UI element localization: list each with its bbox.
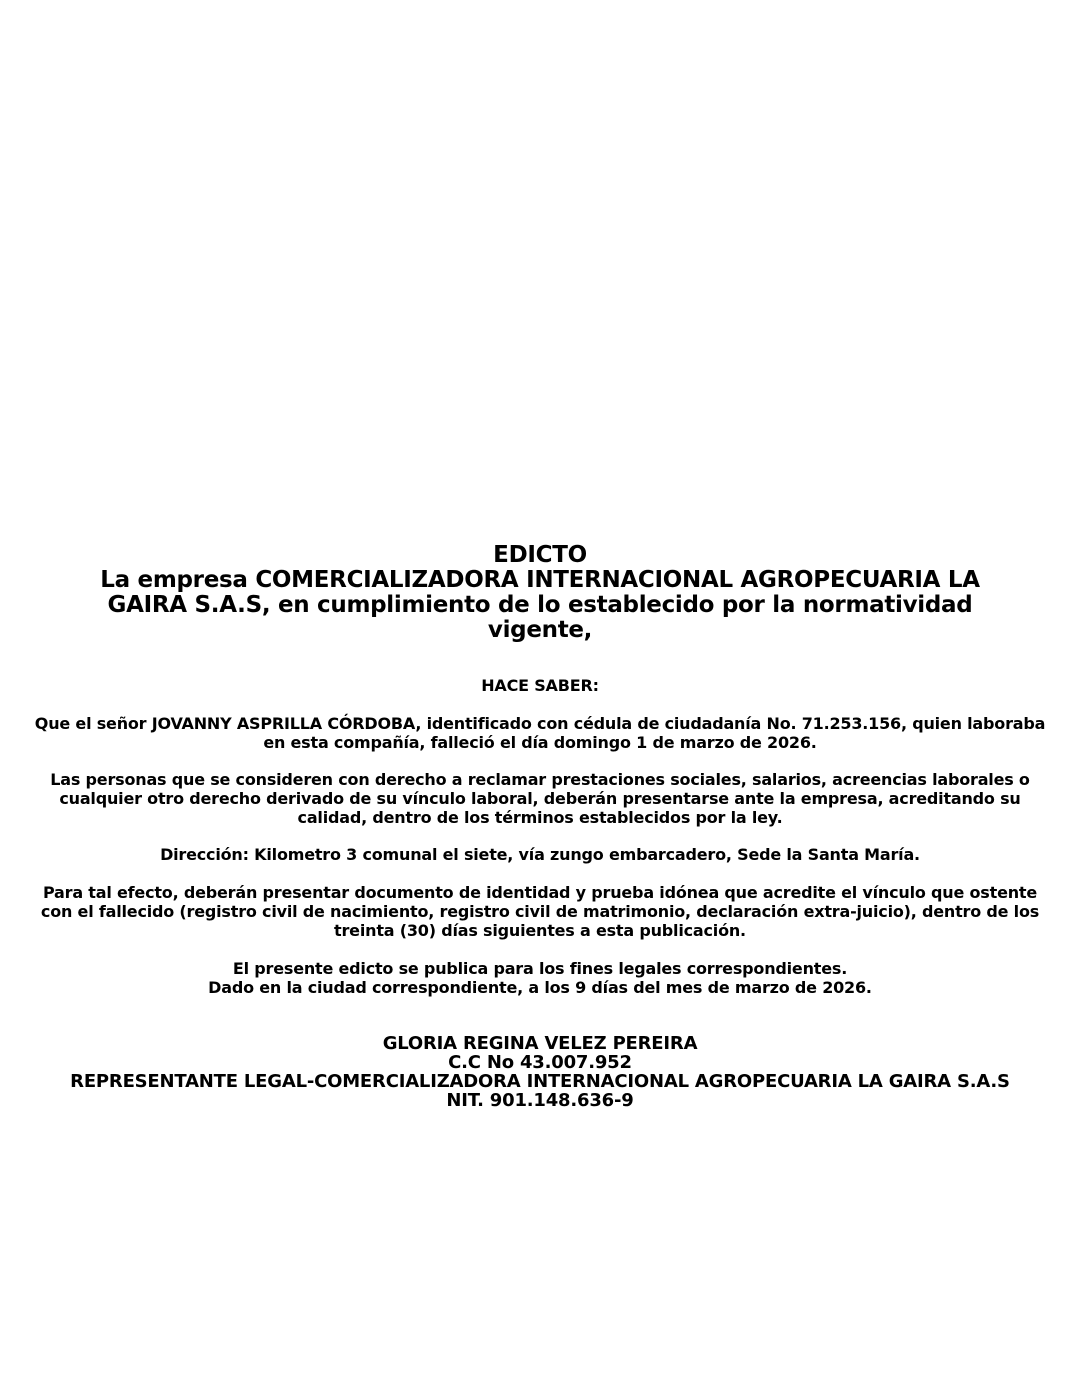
requirements-paragraph: Para tal efecto, deberán presentar documento de identidad y prueba idónea que acredite el vínculo que ostente con el fallecido (registro civil de nacimiento, registro civil de matrimonio, declaración extra-juicio), dentro de los treinta (30) días siguientes a esta publicación. (40, 883, 1040, 940)
edict-header (60, 543, 1020, 643)
signature-block (30, 1034, 1050, 1110)
signatory-name: GLORIA REGINA VELEZ PEREIRA (382, 1033, 698, 1054)
signatory-id: C.C No 43.007.952 (448, 1052, 632, 1073)
closing-line-1: El presente edicto se publica para los fines legales correspondientes. (232, 959, 848, 978)
intro-statement: La empresa COMERCIALIZADORA INTERNACIONAL AGROPECUARIA LA GAIRA S.A.S, en cumplimiento de lo establecido por la normatividad vigente, (100, 567, 980, 643)
edict-body (30, 676, 1050, 997)
signatory-role: REPRESENTANTE LEGAL-COMERCIALIZADORA INTERNACIONAL AGROPECUARIA LA GAIRA S.A.S (70, 1071, 1010, 1092)
document-title: EDICTO (493, 542, 587, 568)
deceased-notice-paragraph: Que el señor JOVANNY ASPRILLA CÓRDOBA, identificado con cédula de ciudadanía No. 71.253.156, quien laboraba en esta compañía, falleció el día domingo 1 de marzo de 2026. (34, 714, 1046, 752)
closing-line-2: Dado en la ciudad correspondiente, a los 9 días del mes de marzo de 2026. (208, 978, 872, 997)
address-line: Dirección: Kilometro 3 comunal el siete, vía zungo embarcadero, Sede la Santa María. (160, 845, 920, 864)
section-heading: HACE SABER: (481, 676, 599, 695)
claimants-paragraph: Las personas que se consideren con derecho a reclamar prestaciones sociales, salarios, acreencias laborales o cualquier otro derecho derivado de su vínculo laboral, deberán presentarse ante la empresa, acreditando su calidad, dentro de los términos establecidos por la ley. (50, 770, 1030, 827)
company-nit: NIT. 901.148.636-9 (446, 1090, 634, 1111)
